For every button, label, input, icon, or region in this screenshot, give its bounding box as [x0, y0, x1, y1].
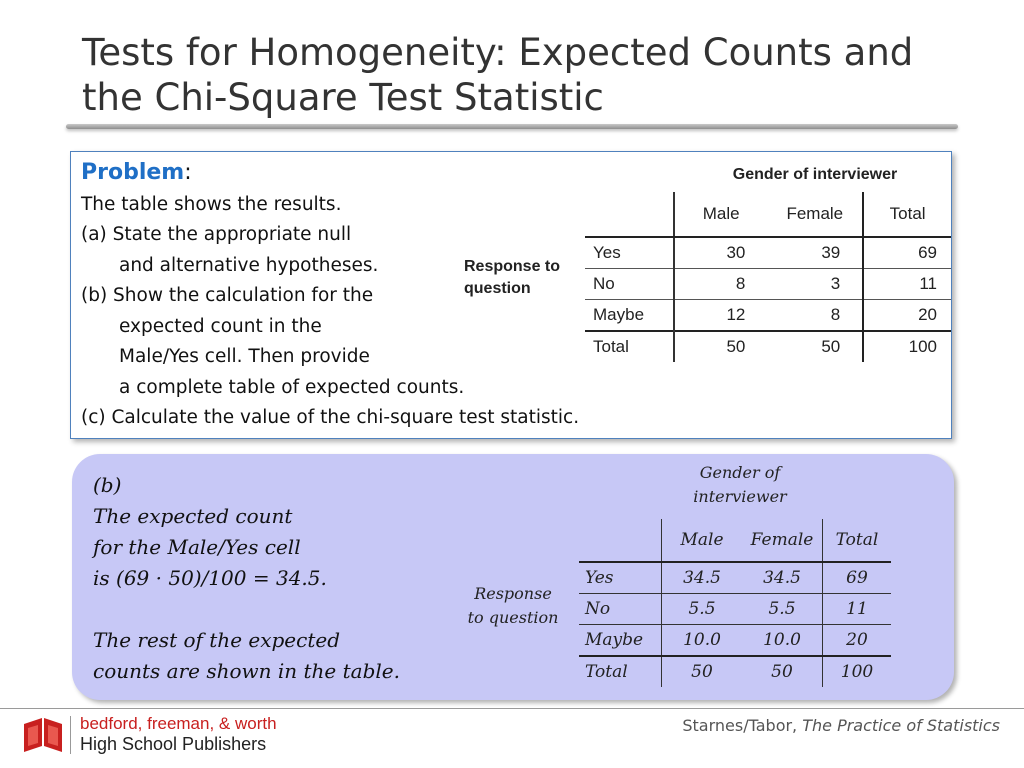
row-label: Maybe: [579, 625, 662, 657]
table-cell: 5.5: [742, 594, 823, 625]
problem-line: Male/Yes cell. Then provide: [119, 346, 370, 367]
column-header: Female: [767, 192, 863, 237]
observed-side-label-line-1: Response to: [464, 258, 561, 275]
table-row: [579, 562, 891, 594]
logo-divider: [70, 716, 71, 754]
solution-box: [72, 454, 954, 700]
problem-line: The table shows the results.: [81, 193, 342, 215]
publisher-name: bedford, freeman, & worth: [80, 714, 277, 733]
table-total-row: [585, 331, 951, 362]
observed-table-group-label: Gender of interviewer: [732, 166, 898, 183]
solution-line: The rest of the expected: [93, 628, 341, 652]
table-cell: 39: [821, 243, 841, 262]
title-underline: [66, 124, 958, 129]
problem-heading-colon: :: [184, 160, 192, 185]
table-cell: 11: [863, 269, 951, 300]
problem-line: a complete table of expected counts.: [119, 376, 465, 398]
footer-divider: [0, 708, 1024, 709]
table-cell: 69: [863, 237, 951, 269]
table-cell: 3: [767, 269, 863, 300]
solution-line: The expected count: [93, 504, 293, 528]
publisher-division: High School Publishers: [80, 734, 267, 754]
table-cell: 10.0: [662, 625, 743, 657]
table-corner: [579, 519, 662, 562]
solution-line: is (69 · 50)/100 = 34.5.: [93, 566, 327, 590]
table-header-row: [579, 519, 891, 562]
table-cell: 34.5: [763, 568, 801, 588]
solution-part-label: (b): [93, 473, 122, 497]
expected-table-side-label: [448, 582, 578, 630]
problem-box: [70, 151, 952, 439]
column-header: Total: [823, 519, 892, 562]
problem-heading: Problem: [81, 160, 185, 185]
column-header: Female: [742, 519, 823, 562]
expected-table: [579, 519, 891, 687]
table-cell: 50: [662, 656, 743, 687]
column-header: Male: [662, 519, 743, 562]
problem-line: expected count in the: [119, 315, 322, 337]
table-cell: 12: [674, 300, 767, 332]
title-line-2: the Chi-Square Test Statistic: [82, 76, 604, 119]
credit-authors: Starnes/Tabor,: [682, 716, 803, 735]
row-label: No: [585, 269, 674, 300]
table-cell: 100: [863, 331, 951, 362]
solution-line: counts are shown in the table.: [93, 659, 400, 683]
expected-table-group-label: [665, 461, 815, 509]
row-label: Total: [579, 656, 662, 687]
table-cell: 50: [767, 331, 863, 362]
row-label: Yes: [593, 243, 621, 262]
solution-spacer: [93, 594, 473, 625]
table-row: [579, 625, 891, 657]
publisher-book-logo-icon: [22, 716, 64, 754]
table-cell: 50: [742, 656, 823, 687]
column-header: Male: [674, 192, 767, 237]
table-corner: [585, 192, 674, 237]
column-header: Total: [863, 192, 951, 237]
table-row: [585, 269, 951, 300]
problem-line: (b) Show the calculation for the: [81, 285, 374, 306]
row-label: No: [579, 594, 662, 625]
observed-table-side-label: [464, 256, 584, 300]
expected-side-label-line-1: Response: [474, 584, 552, 603]
table-cell: 20: [863, 300, 951, 332]
problem-line: (c) Calculate the value of the chi-square test statistic.: [81, 407, 580, 428]
title-line-1: Tests for Homogeneity: Expected Counts and: [82, 31, 914, 74]
solution-text: [93, 470, 473, 687]
table-cell: 34.5: [662, 562, 743, 594]
table-header-row: [585, 192, 951, 237]
expected-side-label-line-2: to question: [467, 608, 559, 627]
table-cell: 10.0: [742, 625, 823, 657]
row-label: Total: [585, 331, 674, 362]
observed-side-label-line-2: question: [464, 280, 531, 297]
table-cell: 8: [674, 269, 767, 300]
credit-book-title: The Practice of Statistics: [802, 716, 1000, 735]
expected-group-label-line-2: interviewer: [693, 487, 787, 506]
expected-group-label-line-1: Gender of: [699, 463, 781, 482]
row-label: Maybe: [585, 300, 674, 332]
table-total-row: [579, 656, 891, 687]
table-cell: 8: [767, 300, 863, 332]
table-cell: 50: [674, 331, 767, 362]
table-cell: 11: [823, 594, 892, 625]
table-cell: 30: [674, 237, 767, 269]
problem-line: and alternative hypotheses.: [119, 254, 379, 276]
table-cell: 20: [823, 625, 892, 657]
table-row: [585, 300, 951, 332]
table-row: [579, 594, 891, 625]
solution-line: for the Male/Yes cell: [93, 535, 301, 559]
slide-title: [82, 30, 982, 120]
table-cell: 69: [823, 562, 892, 594]
table-cell: 100: [823, 656, 892, 687]
problem-line: (a) State the appropriate null: [81, 224, 352, 245]
row-label: Yes: [585, 568, 614, 588]
book-credit: [682, 716, 1000, 735]
table-cell: 5.5: [662, 594, 743, 625]
observed-table: [585, 192, 951, 362]
table-row: [585, 237, 951, 269]
